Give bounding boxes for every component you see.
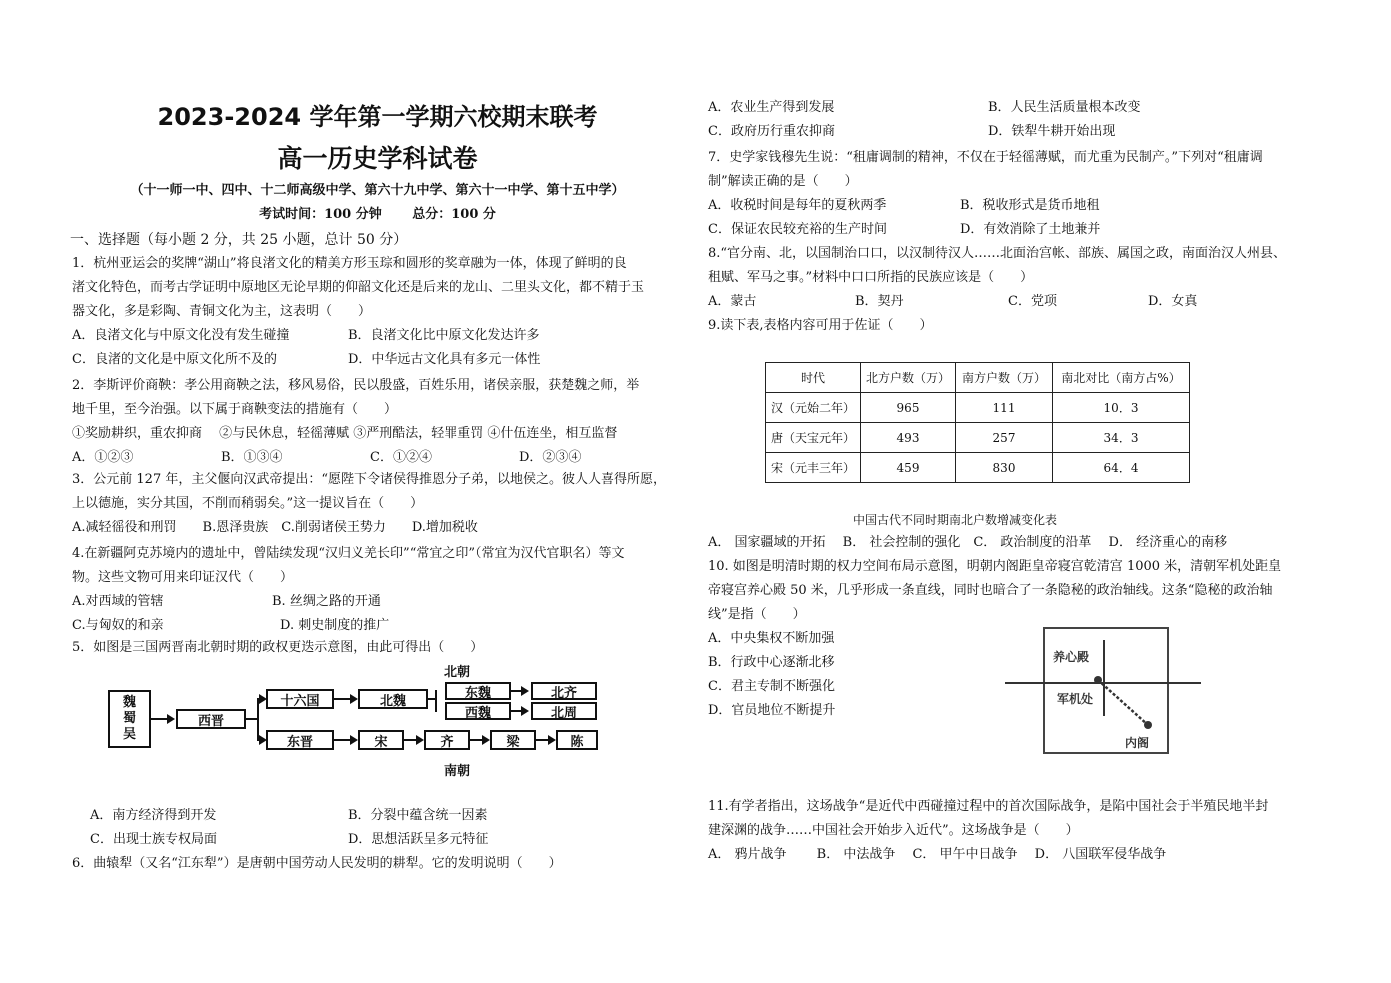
option-c[interactable]: C．君主专制不断强化: [708, 679, 835, 694]
junjichu-label: 军机处: [1057, 692, 1094, 706]
question-text: 7．史学家钱穆先生说：“租庸调制的精神，不仅在于轻徭薄赋，而尤重为民制产。”下列对“租庸调: [708, 150, 1263, 165]
question-text: 地千里，至今治强。以下属于商鞅变法的措施有（ ）: [72, 402, 398, 417]
table-header-cell: 南北对比（南方占%）: [1053, 363, 1190, 393]
question-text: 4.在新疆阿克苏境内的遗址中，曾陆续发现“汉归义羌长印”“常宜之印”（常宜为汉代官职名）等文: [72, 546, 625, 561]
option-a[interactable]: A．良渚文化与中原文化没有发生碰撞: [72, 328, 290, 343]
option-d[interactable]: D．女真: [1148, 294, 1198, 309]
table-cell: 459: [861, 453, 956, 483]
options-row[interactable]: A． 鸦片战争 B． 中法战争 C． 甲午中日战争 D． 八国联军侵华战争: [708, 847, 1167, 862]
option-d[interactable]: D．铁犁牛耕开始出现: [988, 124, 1116, 139]
question-text: 1．杭州亚运会的奖牌“湖山”将良渚文化的精美方形玉琮和圆形的奖章融为一体，体现了鲜明的良: [72, 256, 627, 271]
question-text: 11.有学者指出，这场战争“是近代中西碰撞过程中的首次国际战争，是陷中国社会于半殖民地半封: [708, 799, 1269, 814]
shu-label: 蜀: [122, 711, 136, 726]
question-text: 3．公元前 127 年，主父偃向汉武帝提出：“愿陛下令诸侯得推恩分子弟，以地侯之。彼人人喜得所愿，: [72, 472, 666, 487]
option-b[interactable]: B．人民生活质量根本改变: [988, 100, 1141, 115]
arrow-head: [521, 706, 529, 716]
question-text: 渚文化特色，而考古学证明中原地区无论早期的仰韶文化还是后来的龙山、二里头文化，都不精于玉: [72, 280, 645, 295]
three-kingdoms-box: [108, 690, 151, 748]
option-d[interactable]: D．官员地位不断提升: [708, 703, 836, 718]
arrow-head: [482, 735, 490, 745]
table-header-cell: 北方户数（万）: [861, 363, 956, 393]
question-text: 建深渊的战争……中国社会开始步入近代”。这场战争是（ ）: [708, 823, 1079, 838]
connector-line: [435, 690, 437, 712]
arrow-head: [521, 686, 529, 696]
option-b[interactable]: B．良渚文化比中原文化发达许多: [348, 328, 540, 343]
axis-line-svg: [1090, 670, 1160, 730]
wei-label: 魏: [122, 695, 136, 710]
exam-subtitle: 高一历史学科试卷: [277, 144, 478, 173]
qi-box: 齐: [424, 730, 470, 750]
option-b[interactable]: B. 丝绸之路的开通: [272, 594, 381, 609]
question-text: 8.“官分南、北，以国制治口口，以汉制待汉人……北面治宫帐、部族、属国之政，南面治汉人州县、: [708, 246, 1287, 261]
northern-zhou-box: 北周: [531, 702, 597, 720]
table-header-row: [766, 363, 1190, 393]
sixteen-kingdoms-box: 十六国: [266, 689, 334, 709]
options-row[interactable]: A.减轻徭役和刑罚 B.恩泽贵族 C.削弱诸侯王势力 D.增加税收: [72, 520, 478, 535]
option-d[interactable]: D．有效消除了土地兼并: [960, 222, 1101, 237]
option-d[interactable]: D．中华远古文化具有多元一体性: [348, 352, 541, 367]
table-cell: 唐（天宝元年）: [766, 423, 861, 453]
northern-qi-box: 北齐: [531, 682, 597, 700]
option-a[interactable]: A．①②③: [72, 450, 134, 465]
option-a[interactable]: A．收税时间是每年的夏秋两季: [708, 198, 887, 213]
option-c[interactable]: C．良渚的文化是中原文化所不及的: [72, 352, 277, 367]
option-a[interactable]: A．农业生产得到发展: [708, 100, 835, 115]
table-header-cell: 南方户数（万）: [956, 363, 1053, 393]
table-cell: 111: [956, 393, 1053, 423]
question-6-text: 6．曲辕犁（又名“江东犁”）是唐朝中国劳动人民发明的耕犁。它的发明说明（ ）: [72, 856, 562, 871]
options-row[interactable]: A． 国家疆域的开拓 B． 社会控制的强化 C． 政治制度的沿革 D． 经济重心的南移: [708, 535, 1228, 550]
northern-wei-box: 北魏: [358, 689, 428, 709]
option-b[interactable]: B．税收形式是货币地租: [960, 198, 1100, 213]
question-text: 2．李斯评价商鞅：孝公用商鞅之法，移风易俗，民以殷盛，百姓乐用，诸侯亲服，获楚魏之师，举: [72, 378, 640, 393]
table-cell: 965: [861, 393, 956, 423]
option-a[interactable]: A.对西域的管辖: [72, 594, 164, 609]
eastern-wei-box: 东魏: [445, 682, 511, 700]
question-text: 租赋、军马之事。”材料中口口所指的民族应该是（ ）: [708, 270, 1034, 285]
junjichu-dot: [1094, 676, 1102, 684]
table-cell: 34．3: [1053, 423, 1190, 453]
chen-box: 陈: [556, 730, 598, 750]
option-c[interactable]: C．保证农民较充裕的生产时间: [708, 222, 887, 237]
option-c[interactable]: C．政府历行重农抑商: [708, 124, 835, 139]
option-a[interactable]: A．蒙古: [708, 294, 757, 309]
question-text: ①奖励耕织，重农抑商 ②与民休息，轻徭薄赋 ③严刑酷法，轻罪重罚 ④什伍连坐，相互监督: [72, 426, 618, 441]
western-jin-box: 西晋: [176, 709, 246, 729]
exam-title: 2023-2024 学年第一学期六校期末联考: [157, 103, 598, 131]
song-box: 宋: [358, 730, 404, 750]
table-row: [766, 423, 1190, 453]
arrow-head: [350, 735, 358, 745]
wu-label: 吴: [122, 727, 136, 742]
north-dynasties-label: 北朝: [444, 665, 471, 680]
table-row: [766, 393, 1190, 423]
household-table: [765, 362, 1190, 483]
option-b[interactable]: B．行政中心逐渐北移: [708, 655, 835, 670]
option-c[interactable]: C．党项: [1008, 294, 1057, 309]
option-a[interactable]: A．南方经济得到开发: [90, 808, 217, 823]
arrow-head: [167, 714, 175, 724]
section-heading: 一、选择题（每小题 2 分，共 25 小题，总计 50 分）: [70, 232, 408, 248]
table-cell: 257: [956, 423, 1053, 453]
option-b[interactable]: B．分裂中蕴含统一因素: [348, 808, 488, 823]
table-caption: 中国古代不同时期南北户数增减变化表: [852, 513, 1057, 527]
neige-label: 内阁: [1125, 736, 1150, 750]
neige-dot: [1144, 721, 1152, 729]
liang-box: 梁: [490, 730, 536, 750]
option-b[interactable]: B．①③④: [221, 450, 283, 465]
participating-schools: （十一师一中、四中、十二师高级中学、第六十九中学、第六十一中学、第十五中学）: [130, 183, 625, 198]
option-c[interactable]: C.与匈奴的和亲: [72, 618, 164, 633]
table-cell: 汉（元始二年）: [766, 393, 861, 423]
political-axis-line: [1098, 680, 1148, 725]
western-wei-box: 西魏: [445, 702, 511, 720]
option-c[interactable]: C．出现士族专权局面: [90, 832, 217, 847]
option-d[interactable]: D．思想活跃呈多元特征: [348, 832, 489, 847]
question-text: 器文化，多是彩陶、青铜文化为主，这表明（ ）: [72, 304, 372, 319]
table-cell: 830: [956, 453, 1053, 483]
question-text: 制”解读正确的是（ ）: [708, 174, 858, 189]
question-text: 9.读下表,表格内容可用于佐证（ ）: [708, 318, 933, 333]
question-text: 10. 如图是明清时期的权力空间布局示意图，明朝内阁距皇帝寝宫乾清宫 1000 米，清朝军机处距皇: [708, 559, 1282, 574]
table-cell: 493: [861, 423, 956, 453]
connector-line: [257, 698, 259, 740]
option-d[interactable]: D. 刺史制度的推广: [280, 618, 390, 633]
arrow-head: [350, 694, 358, 704]
table-cell: 64．4: [1053, 453, 1190, 483]
option-a[interactable]: A．中央集权不断加强: [708, 631, 835, 646]
arrow-head: [416, 735, 424, 745]
option-d[interactable]: D．②③④: [519, 450, 582, 465]
eastern-jin-box: 东晋: [266, 730, 334, 750]
table-cell: 10．3: [1053, 393, 1190, 423]
question-text: 5．如图是三国两晋南北朝时期的政权更迭示意图，由此可得出（ ）: [72, 640, 484, 655]
table-header-cell: 时代: [766, 363, 861, 393]
question-text: 上以德施，实分其国，不削而稍弱矣。”这一提议旨在（ ）: [72, 496, 424, 511]
option-c[interactable]: C．①②④: [370, 450, 432, 465]
exam-info: 考试时间：100 分钟 总分：100 分: [259, 207, 496, 222]
yangxindian-label: 养心殿: [1053, 650, 1090, 664]
question-text: 线”是指（ ）: [708, 607, 806, 622]
arrow-head: [548, 735, 556, 745]
question-text: 帝寝宫养心殿 50 米，几乎形成一条直线，同时也暗合了一条隐秘的政治轴线。这条“隐秘的政治轴: [708, 583, 1273, 598]
table-cell: 宋（元丰三年）: [766, 453, 861, 483]
table-row: [766, 453, 1190, 483]
option-b[interactable]: B．契丹: [855, 294, 904, 309]
question-text: 物。这些文物可用来印证汉代（ ）: [72, 570, 294, 585]
south-dynasties-label: 南朝: [444, 764, 471, 779]
